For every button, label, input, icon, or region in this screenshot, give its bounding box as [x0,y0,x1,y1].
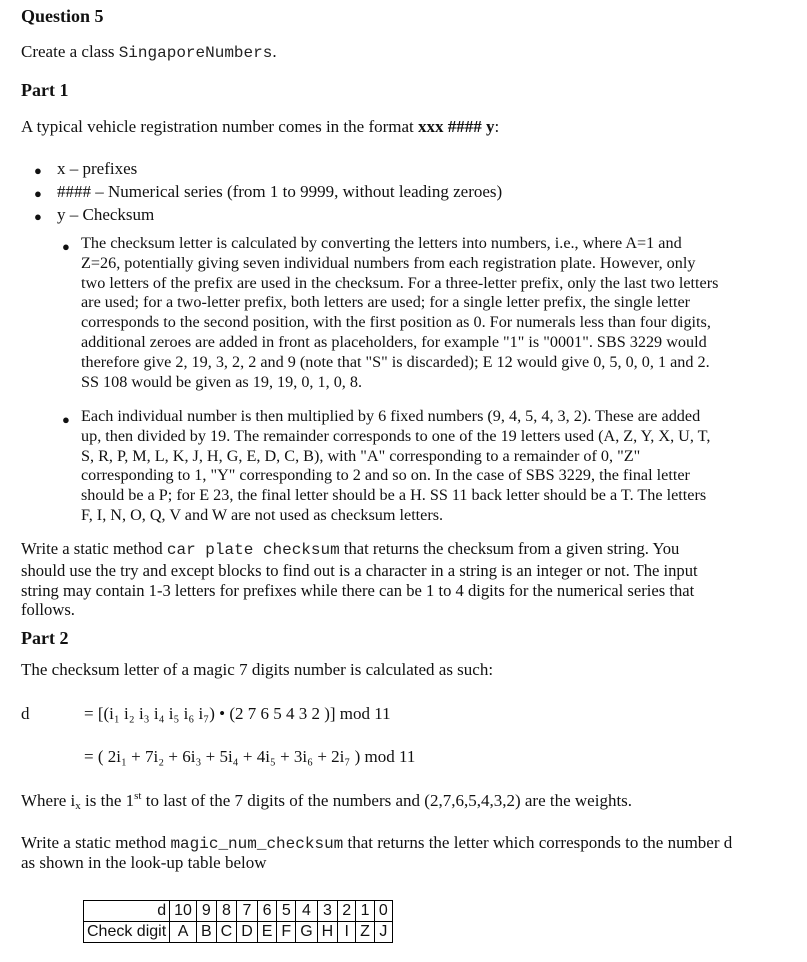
formula-expanded: = ( 2i₁ + 7i₂ + 6i₃ + 5i₄ + 4i₅ + 3i₆ + 2i₇ ) mod 11 [84,747,416,766]
table-cell: 5 [277,901,296,922]
table-cell: I [338,922,356,943]
table-cell: C [216,922,237,943]
d-label: d [21,704,30,723]
bullet-text: – Checksum [65,205,155,224]
intro-line [21,42,277,62]
bullet-key: y [57,205,66,224]
bullet-key: x [57,159,66,178]
paragraph-line: therefore give 2, 19, 3, 2, 2 and 9 (note that "S" is discarded); E 12 would give 0, 5, 0, 0, 1 and 2. [81,352,710,371]
method-name-code: magic_num_checksum [170,835,344,853]
bullet-key: #### [57,182,91,201]
paragraph-line: two letters of the prefix are used in the checksum. For a three-letter prefix, only the last two letters [81,273,719,292]
paragraph-line: are used; for a two-letter prefix, both letters are used; for a single letter prefix, the single letter [81,293,691,312]
task-text: that returns the letter which corresponds to the number d [343,833,733,852]
task-text: Write a static method [21,833,171,852]
format-text: xxx #### y [418,117,495,136]
paragraph-line: should use the try and except blocks to find out is a character in a string is an integer or not. The input [21,560,698,580]
table-cell: 2 [338,901,356,922]
checksum-weights-paragraph [81,407,710,526]
magic-num-task-line1 [21,833,732,853]
table-cell: G [296,922,317,943]
paragraph-line [21,539,698,561]
where-text: Where i [21,791,76,810]
table-cell: 0 [374,901,392,922]
paragraph-line: follows. [21,600,75,620]
paragraph-line: Z=26, potentially giving seven individual numbers from each registration plate. However, only [81,253,696,272]
table-cell: 8 [216,901,237,922]
checksum-conversion-paragraph [81,234,718,392]
lead-text: A typical vehicle registration number comes in the format [21,117,419,136]
table-row [84,922,393,943]
bullet-text: – Numerical series (from 1 to 9999, without leading zeroes) [91,182,503,201]
table-cell: 9 [196,901,216,922]
method-name-code: car plate checksum [166,541,340,559]
paragraph-line: string may contain 1-3 letters for prefixes while there can be 1 to 4 digits for the numerical series that [21,580,695,600]
where-superscript: st [134,790,142,802]
bullet-icon: ● [34,163,42,178]
task-text: Write a static method [21,539,167,558]
paragraph-line: F, I, N, O, Q, V and W are not used as checksum letters. [81,505,444,524]
part1-heading: Part 1 [21,80,69,100]
where-text: is the 1 [80,791,135,810]
paragraph-line: S, R, P, M, L, K, J, H, G, E, D, C, B), with "A" corresponding to a remainder of 0, "Z" [81,446,641,465]
paragraph-line: corresponding to 1, "Y" corresponding to 2 and so on. In the case of SBS 3229, the final letter [81,466,690,485]
paragraph-line: additional zeroes are added in front as placeholders, for example "1" is "0001". SBS 3229 would [81,332,707,351]
sub-bullet-icon: ● [62,239,70,254]
part2-heading: Part 2 [21,628,69,648]
bullet-icon: ● [34,209,42,224]
part2-lead: The checksum letter of a magic 7 digits number is calculated as such: [21,660,494,679]
table-cell: E [257,922,277,943]
table-cell: 7 [237,901,258,922]
intro-text: Create a class [21,42,119,61]
where-line [21,790,632,812]
table-cell: B [196,922,216,943]
table-row [84,901,393,922]
paragraph-line: Each individual number is then multiplied by 6 fixed numbers (9, 4, 5, 4, 3, 2). These are added [81,407,701,425]
bullet-text: – prefixes [65,159,138,178]
table-cell: 3 [317,901,338,922]
paragraph-line: should be a P; for E 23, the final letter should be a H. SS 11 back letter should be a T. The letters [81,486,707,505]
list-item [57,205,154,225]
table-cell: J [374,922,392,943]
table-cell: D [237,922,258,943]
paragraph-line: up, then divided by 19. The remainder corresponds to one of the 19 letters used (A, Z, Y, X, U, T, [81,426,711,445]
intro-period: . [272,42,277,61]
table-cell: 10 [170,901,197,922]
table-row-header: d [84,901,170,922]
table-cell: Z [356,922,375,943]
part1-lead [21,117,499,137]
class-name-code: SingaporeNumbers [118,44,273,62]
magic-num-task-line2: as shown in the look-up table below [21,853,267,872]
table-cell: A [170,922,197,943]
paragraph-line: SS 108 would be given as 19, 19, 0, 1, 0, 8. [81,372,363,391]
bullet-icon: ● [34,186,42,201]
table-cell: 6 [257,901,277,922]
car-plate-task-paragraph [21,539,698,620]
task-text: that returns the checksum from a given string. You [339,539,680,558]
list-item [57,182,502,202]
lead-colon: : [494,117,500,136]
sub-bullet-icon: ● [62,412,70,427]
question-title: Question 5 [21,6,104,26]
list-item [57,159,137,179]
where-subscript: x [75,800,81,812]
table-cell: H [317,922,338,943]
table-row-header: Check digit [84,922,170,943]
where-text: to last of the 7 digits of the numbers and (2,7,6,5,4,3,2) are the weights. [141,791,633,810]
table-cell: 1 [356,901,375,922]
table-cell: 4 [296,901,317,922]
formula-dot-product: = [(i₁ i₂ i₃ i₄ i₅ i₆ i₇) • (2 7 6 5 4 3 2 )] mod 11 [84,704,391,723]
paragraph-line: corresponds to the second position, with the first position as 0. For numerals less than four digits, [81,313,711,332]
paragraph-line: The checksum letter is calculated by converting the letters into numbers, i.e., where A=1 and [81,234,682,252]
table-cell: F [277,922,296,943]
lookup-table [83,900,393,943]
